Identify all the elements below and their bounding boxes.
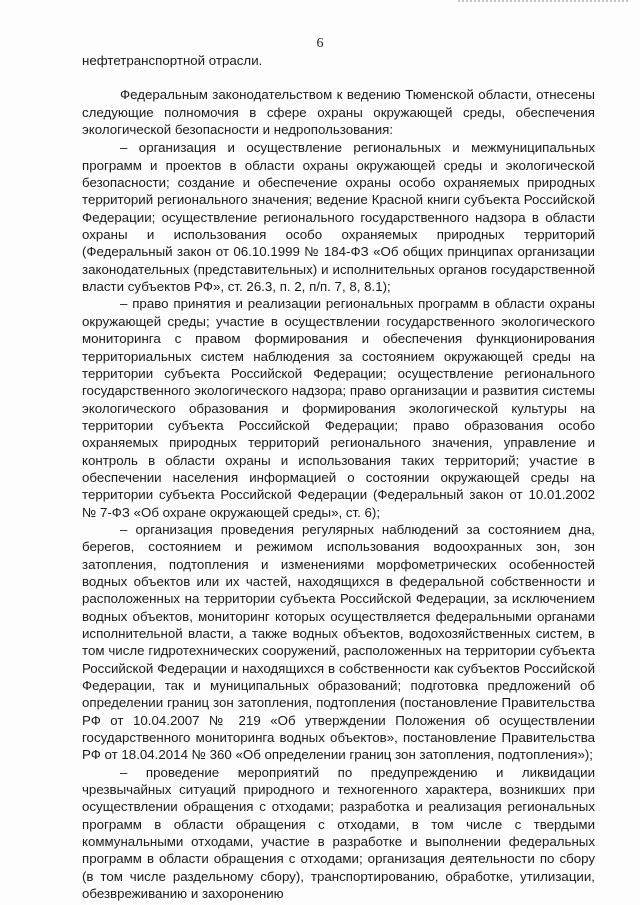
paragraph-intro: Федеральным законодательством к ведению Тюменской области, отнесены следующие полномочия в сфере охраны окружающей среды, обеспечения экологической безопасности и недропользования: (82, 87, 595, 138)
paragraph-list-item-4: – проведение мероприятий по предупреждению и ликвидации чрезвычайных ситуаций природного и техногенного характера, возникших при осуществлении обращения с отходами; разработка и реализация региональных программ в области обращения с отходами, в том числе с твердыми коммунальными отходами, участие в разработке и выполнении федеральных программ в области обращения с отходами; организация деятельности по сбору (в том числе раздельному сбору), транспортированию, обработке, утилизации, обезвреживанию и захоронению (82, 764, 595, 902)
paragraph-continuation: нефтетранспортной отрасли. (82, 53, 263, 68)
paragraph-list-item-2: – право принятия и реализации региональных программ в области охраны окружающей среды; участие в осуществлении государственного экологического мониторинга с правом формирования и обеспечения функционирования территориальных систем наблюдения за состоянием окружающей среды на территории субъекта Российской Федерации; осуществление регионального государственного экологического надзора; право организации и развития системы экологического образования и формирования экологической культуры на территории субъекта Российской Федерации; право образования особо охраняемых природных территорий регионального значения, управление и контроль в области охраны и использования таких территорий; участие в обеспечении населения информацией о состоянии окружающей среды на территории субъекта Российской Федерации (Федеральный закон от 10.01.2002 № 7-ФЗ «Об охране окружающей среды», ст. 6); (82, 296, 595, 520)
paragraph-list-item-1: – организация и осуществление региональных и межмуниципальных программ и проектов в области охраны окружающей среды и экологической безопасности; создание и обеспечение охраны особо охраняемых природных территорий регионального значения; ведение Красной книги субъекта Российской Федерации; осуществление регионального государственного надзора в области охраны и использования особо охраняемых природных территорий (Федеральный закон от 06.10.1999 № 184-ФЗ «Об общих принципах организации законодательных (представительных) и исполнительных органов государственной власти субъектов РФ», ст. 26.3, п. 2, п/п. 7, 8, 8.1); (82, 140, 595, 295)
page-number: 6 (316, 36, 324, 51)
scan-edge-mark (458, 0, 628, 6)
document-body (82, 52, 595, 903)
paragraph-list-item-3: – организация проведения регулярных наблюдений за состоянием дна, берегов, состоянием и режимом использования водоохранных зон, зон затопления, подтопления и изменениями морфометрических особенностей водных объектов или их частей, находящихся в федеральной собственности и расположенных на территории субъекта Российской Федерации, за исключением водных объектов, мониторинг которых осуществляется федеральными органами исполнительной власти, а также водных объектов, водохозяйственных систем, в том числе гидротехнических сооружений, расположенных на территории субъекта Российской Федерации и находящихся в собственности как субъектов Российской Федерации, так и муниципальных образований; подготовка предложений об определении границ зон затопления, подтопления (постановление Правительства РФ от 10.04.2007 № 219 «Об утверждении Положения об осуществлении государственного мониторинга водных объектов», постановление Правительства РФ от 18.04.2014 № 360 «Об определении границ зон затопления, подтопления»); (82, 521, 595, 763)
